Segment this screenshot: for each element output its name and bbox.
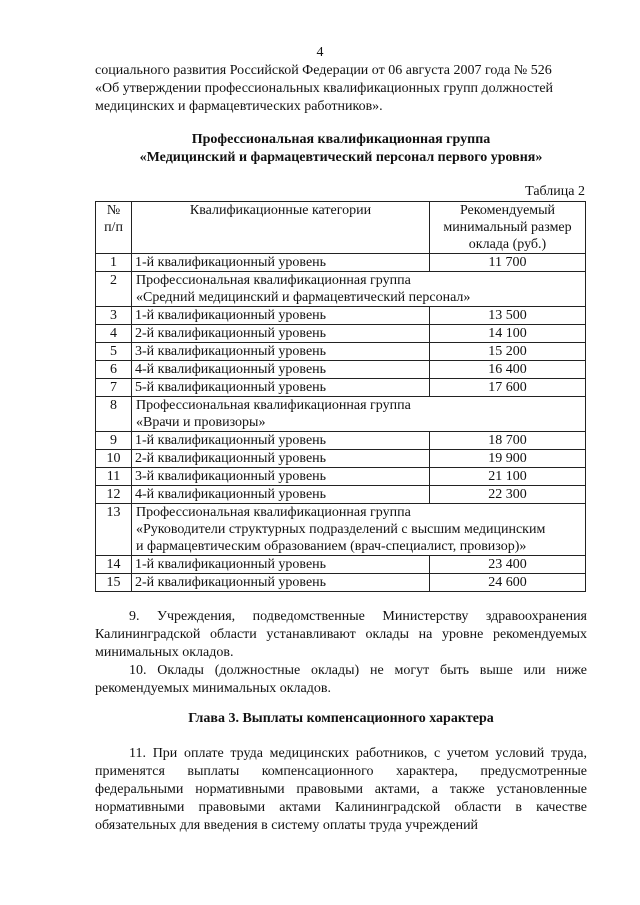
row-num: 4 (96, 325, 132, 343)
row-value: 18 700 (430, 432, 586, 450)
table-group-row (96, 272, 586, 307)
table-header-row (96, 202, 586, 254)
header-num-line2: п/п (104, 220, 123, 235)
row-value: 24 600 (430, 574, 586, 592)
row-label: 1-й квалификационный уровень (132, 254, 430, 272)
row-value: 15 200 (430, 343, 586, 361)
group-label (132, 504, 586, 556)
row-num: 15 (96, 574, 132, 592)
table-row (96, 556, 586, 574)
row-label: 1-й квалификационный уровень (132, 307, 430, 325)
paragraph-9: 9. Учреждения, подведомственные Министерству здравоохранения Калининградской области устанавливают оклады на уровне рекомендуемых минимальных окладов. (95, 609, 587, 660)
paragraph-10-block (95, 662, 587, 698)
header-num-line1: № (106, 203, 121, 218)
group-line: и фармацевтическим образованием (врач-специалист, провизор)» (136, 539, 527, 554)
row-value: 23 400 (430, 556, 586, 574)
intro-line: «Об утверждении профессиональных квалификационных групп должностей (95, 81, 554, 96)
group-line: «Руководители структурных подразделений с высшим медицинским (136, 522, 546, 537)
row-label: 2-й квалификационный уровень (132, 574, 430, 592)
row-num: 8 (96, 397, 132, 432)
row-num: 6 (96, 361, 132, 379)
row-num: 12 (96, 486, 132, 504)
row-num: 9 (96, 432, 132, 450)
group-label (132, 397, 586, 432)
group-title (95, 131, 587, 167)
group-line: Профессиональная квалификационная группа (136, 398, 411, 413)
table-group-row (96, 504, 586, 556)
table-row (96, 325, 586, 343)
row-label: 1-й квалификационный уровень (132, 556, 430, 574)
table-row (96, 486, 586, 504)
header-salary-line2: минимальный размер (443, 220, 572, 235)
row-label: 4-й квалификационный уровень (132, 361, 430, 379)
table-row (96, 343, 586, 361)
header-num (96, 202, 132, 254)
row-label: 2-й квалификационный уровень (132, 325, 430, 343)
row-label: 3-й квалификационный уровень (132, 468, 430, 486)
row-label: 1-й квалификационный уровень (132, 432, 430, 450)
row-num: 13 (96, 504, 132, 556)
row-label: 5-й квалификационный уровень (132, 379, 430, 397)
table-row (96, 574, 586, 592)
row-value: 22 300 (430, 486, 586, 504)
row-value: 14 100 (430, 325, 586, 343)
group-line: «Врачи и провизоры» (136, 415, 266, 430)
intro-line: медицинских и фармацевтических работников». (95, 99, 383, 114)
row-value: 16 400 (430, 361, 586, 379)
row-value: 11 700 (430, 254, 586, 272)
table-row (96, 379, 586, 397)
intro-text (95, 62, 587, 116)
group-label (132, 272, 586, 307)
row-label: 4-й квалификационный уровень (132, 486, 430, 504)
table-group-row (96, 397, 586, 432)
header-salary-line1: Рекомендуемый (459, 203, 556, 218)
group-title-line1: Профессиональная квалификационная группа (191, 132, 491, 147)
row-num: 2 (96, 272, 132, 307)
group-line: Профессиональная квалификационная группа (136, 273, 411, 288)
row-value: 19 900 (430, 450, 586, 468)
chapter-title: Глава 3. Выплаты компенсационного характера (188, 711, 494, 726)
row-num: 14 (96, 556, 132, 574)
row-num: 1 (96, 254, 132, 272)
paragraph-9-block (95, 608, 587, 662)
table-row (96, 361, 586, 379)
intro-line: социального развития Российской Федерации от 06 августа 2007 года № 526 (95, 63, 552, 78)
header-salary (430, 202, 586, 254)
page-number: 4 (316, 45, 324, 60)
row-value: 17 600 (430, 379, 586, 397)
paragraph-11-block (95, 745, 587, 835)
table-row (96, 432, 586, 450)
row-num: 11 (96, 468, 132, 486)
row-num: 10 (96, 450, 132, 468)
qualification-table (95, 201, 586, 592)
table-row (96, 307, 586, 325)
row-value: 13 500 (430, 307, 586, 325)
row-label: 3-й квалификационный уровень (132, 343, 430, 361)
row-label: 2-й квалификационный уровень (132, 450, 430, 468)
table-row (96, 468, 586, 486)
row-num: 3 (96, 307, 132, 325)
row-value: 21 100 (430, 468, 586, 486)
group-title-line2: «Медицинский и фармацевтический персонал первого уровня» (139, 150, 543, 165)
table-label: Таблица 2 (525, 184, 585, 199)
table-row (96, 254, 586, 272)
group-line: «Средний медицинский и фармацевтический персонал» (136, 290, 471, 305)
header-category: Квалификационные категории (132, 202, 430, 254)
row-num: 5 (96, 343, 132, 361)
header-salary-line3: оклада (руб.) (468, 237, 547, 252)
table-row (96, 450, 586, 468)
paragraph-11: 11. При оплате труда медицинских работников, с учетом условий труда, применятся выплаты компенсационного характера, предусмотренные федеральными нормативными правовыми актами, а также установленные нормативными правовыми актами Калининградской области в качестве обязательных для введения в систему оплаты труда учреждений (95, 746, 587, 833)
row-num: 7 (96, 379, 132, 397)
group-line: Профессиональная квалификационная группа (136, 505, 411, 520)
paragraph-10: 10. Оклады (должностные оклады) не могут быть выше или ниже рекомендуемых минимальных окладов. (95, 663, 587, 696)
